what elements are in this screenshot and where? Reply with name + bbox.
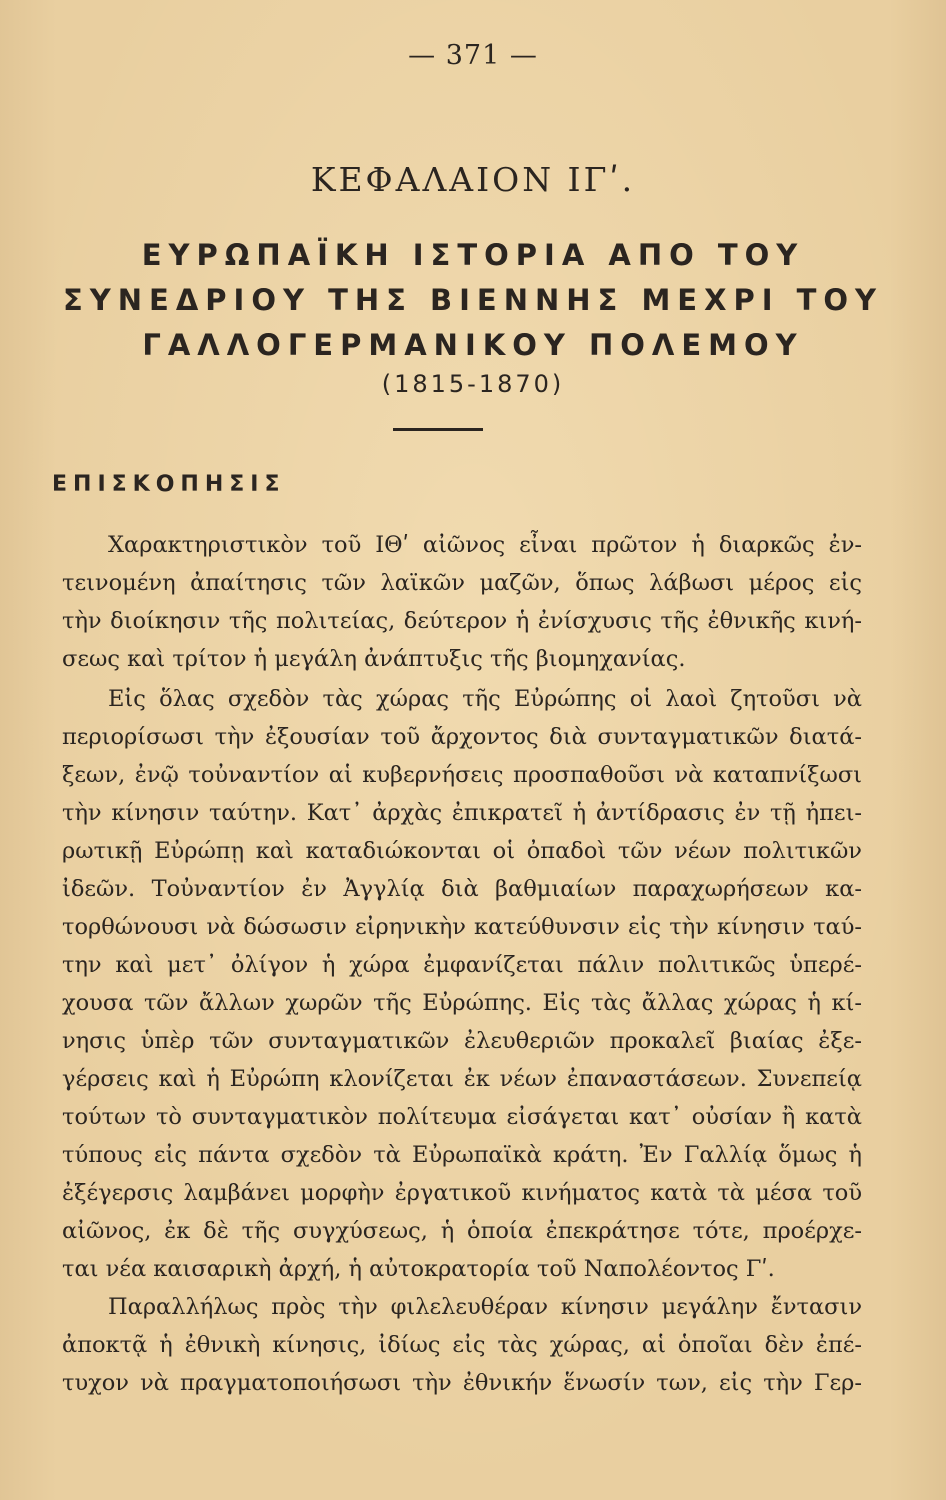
body-line: ἰδεῶν. Τοὐναντίον ἐν Ἀγγλίᾳ διὰ βαθμιαίων παραχωρήσεων κα- <box>62 876 862 902</box>
body-line: σεως καὶ τρίτον ἡ μεγάλη ἀνάπτυξις τῆς βιομηχανίας. <box>62 646 686 672</box>
body-line: Παραλλήλως πρὸς τὴν φιλελευθέραν κίνησιν μεγάλην ἔντασιν <box>108 1294 862 1320</box>
chapter-years: (1815-1870) <box>381 370 565 398</box>
body-line: ἐξέγερσις λαμβάνει μορφὴν ἐργατικοῦ κινήματος κατὰ τὰ μέσα τοῦ <box>62 1180 862 1206</box>
body-line: Εἰς ὅλας σχεδὸν τὰς χώρας τῆς Εὐρώπης οἱ λαοὶ ζητοῦσι νὰ <box>108 686 862 712</box>
chapter-heading: ΚΕΦΑΛΑΙΟΝ ΙΓʹ. <box>310 160 636 199</box>
body-line: τυχον νὰ πραγματοποιήσωσι τὴν ἐθνικήν ἕνωσίν των, εἰς τὴν Γερ- <box>62 1370 862 1396</box>
body-line: ρωτικῇ Εὐρώπῃ καὶ καταδιώκονται οἱ ὀπαδοὶ τῶν νέων πολιτικῶν <box>62 838 862 864</box>
body-line: ξεων, ἐνῷ τοὐναντίον αἱ κυβερνήσεις προσπαθοῦσι νὰ καταπνίξωσι <box>62 762 862 788</box>
section-heading: ΕΠΙΣΚΟΠΗΣΙΣ <box>52 472 286 497</box>
chapter-title-line-3: ΓΑΛΛΟΓΕΡΜΑΝΙΚΟΥ ΠΟΛΕΜΟΥ <box>142 328 804 362</box>
title-divider <box>393 428 483 431</box>
body-line: τύπους εἰς πάντα σχεδὸν τὰ Εὐρωπαϊκὰ κράτη. Ἐν Γαλλίᾳ ὅμως ἡ <box>62 1142 862 1168</box>
chapter-title-line-1: ΕΥΡΩΠΑΪΚΗ ΙΣΤΟΡΙΑ ΑΠΟ ΤΟΥ <box>141 238 805 272</box>
body-line: τὴν κίνησιν ταύτην. Κατ᾽ ἀρχὰς ἐπικρατεῖ ἡ ἀντίδρασις ἐν τῇ ἠπει- <box>62 800 862 826</box>
body-line: ται νέα καισαρικὴ ἀρχή, ἡ αὐτοκρατορία τοῦ Ναπολέοντος Γʹ. <box>62 1256 775 1282</box>
body-line: αἰῶνος, ἐκ δὲ τῆς συγχύσεως, ἡ ὁποία ἐπεκράτησε τότε, προέρχε- <box>62 1218 862 1244</box>
body-line: χουσα τῶν ἄλλων χωρῶν τῆς Εὐρώπης. Εἰς τὰς ἄλλας χώρας ἡ κί- <box>62 990 862 1016</box>
body-line: τούτων τὸ συνταγματικὸν πολίτευμα εἰσάγεται κατ᾽ οὐσίαν ἢ κατὰ <box>62 1104 862 1130</box>
body-line: ἀποκτᾷ ἡ ἐθνικὴ κίνησις, ἰδίως εἰς τὰς χώρας, αἱ ὁποῖαι δὲν ἐπέ- <box>62 1332 862 1358</box>
body-line: την καὶ μετ᾽ ὀλίγον ἡ χώρα ἐμφανίζεται πάλιν πολιτικῶς ὑπερέ- <box>62 952 862 978</box>
body-line: Χαρακτηριστικὸν τοῦ ΙΘʹ αἰῶνος εἶναι πρῶτον ἡ διαρκῶς ἐν- <box>108 532 862 558</box>
body-line: τορθώνουσι νὰ δώσωσιν εἰρηνικὴν κατεύθυνσιν εἰς τὴν κίνησιν ταύ- <box>62 914 862 940</box>
body-line: τὴν διοίκησιν τῆς πολιτείας, δεύτερον ἡ ἐνίσχυσις τῆς ἐθνικῆς κινή- <box>62 608 862 634</box>
body-line: τεινομένη ἀπαίτησις τῶν λαϊκῶν μαζῶν, ὅπως λάβωσι μέρος εἰς <box>62 570 862 596</box>
body-line: περιορίσωσι τὴν ἐξουσίαν τοῦ ἄρχοντος διὰ συνταγματικῶν διατά- <box>62 724 862 750</box>
body-line: γέρσεις καὶ ἡ Εὐρώπη κλονίζεται ἐκ νέων ἐπαναστάσεων. Συνεπείᾳ <box>62 1066 862 1092</box>
body-line: νησις ὑπὲρ τῶν συνταγματικῶν ἐλευθεριῶν προκαλεῖ βιαίας ἐξε- <box>62 1028 862 1054</box>
chapter-title-line-2: ΣΥΝΕΔΡΙΟΥ ΤΗΣ ΒΙΕΝΝΗΣ ΜΕΧΡΙ ΤΟΥ <box>62 283 884 317</box>
page-number: — 371 — <box>408 40 538 71</box>
